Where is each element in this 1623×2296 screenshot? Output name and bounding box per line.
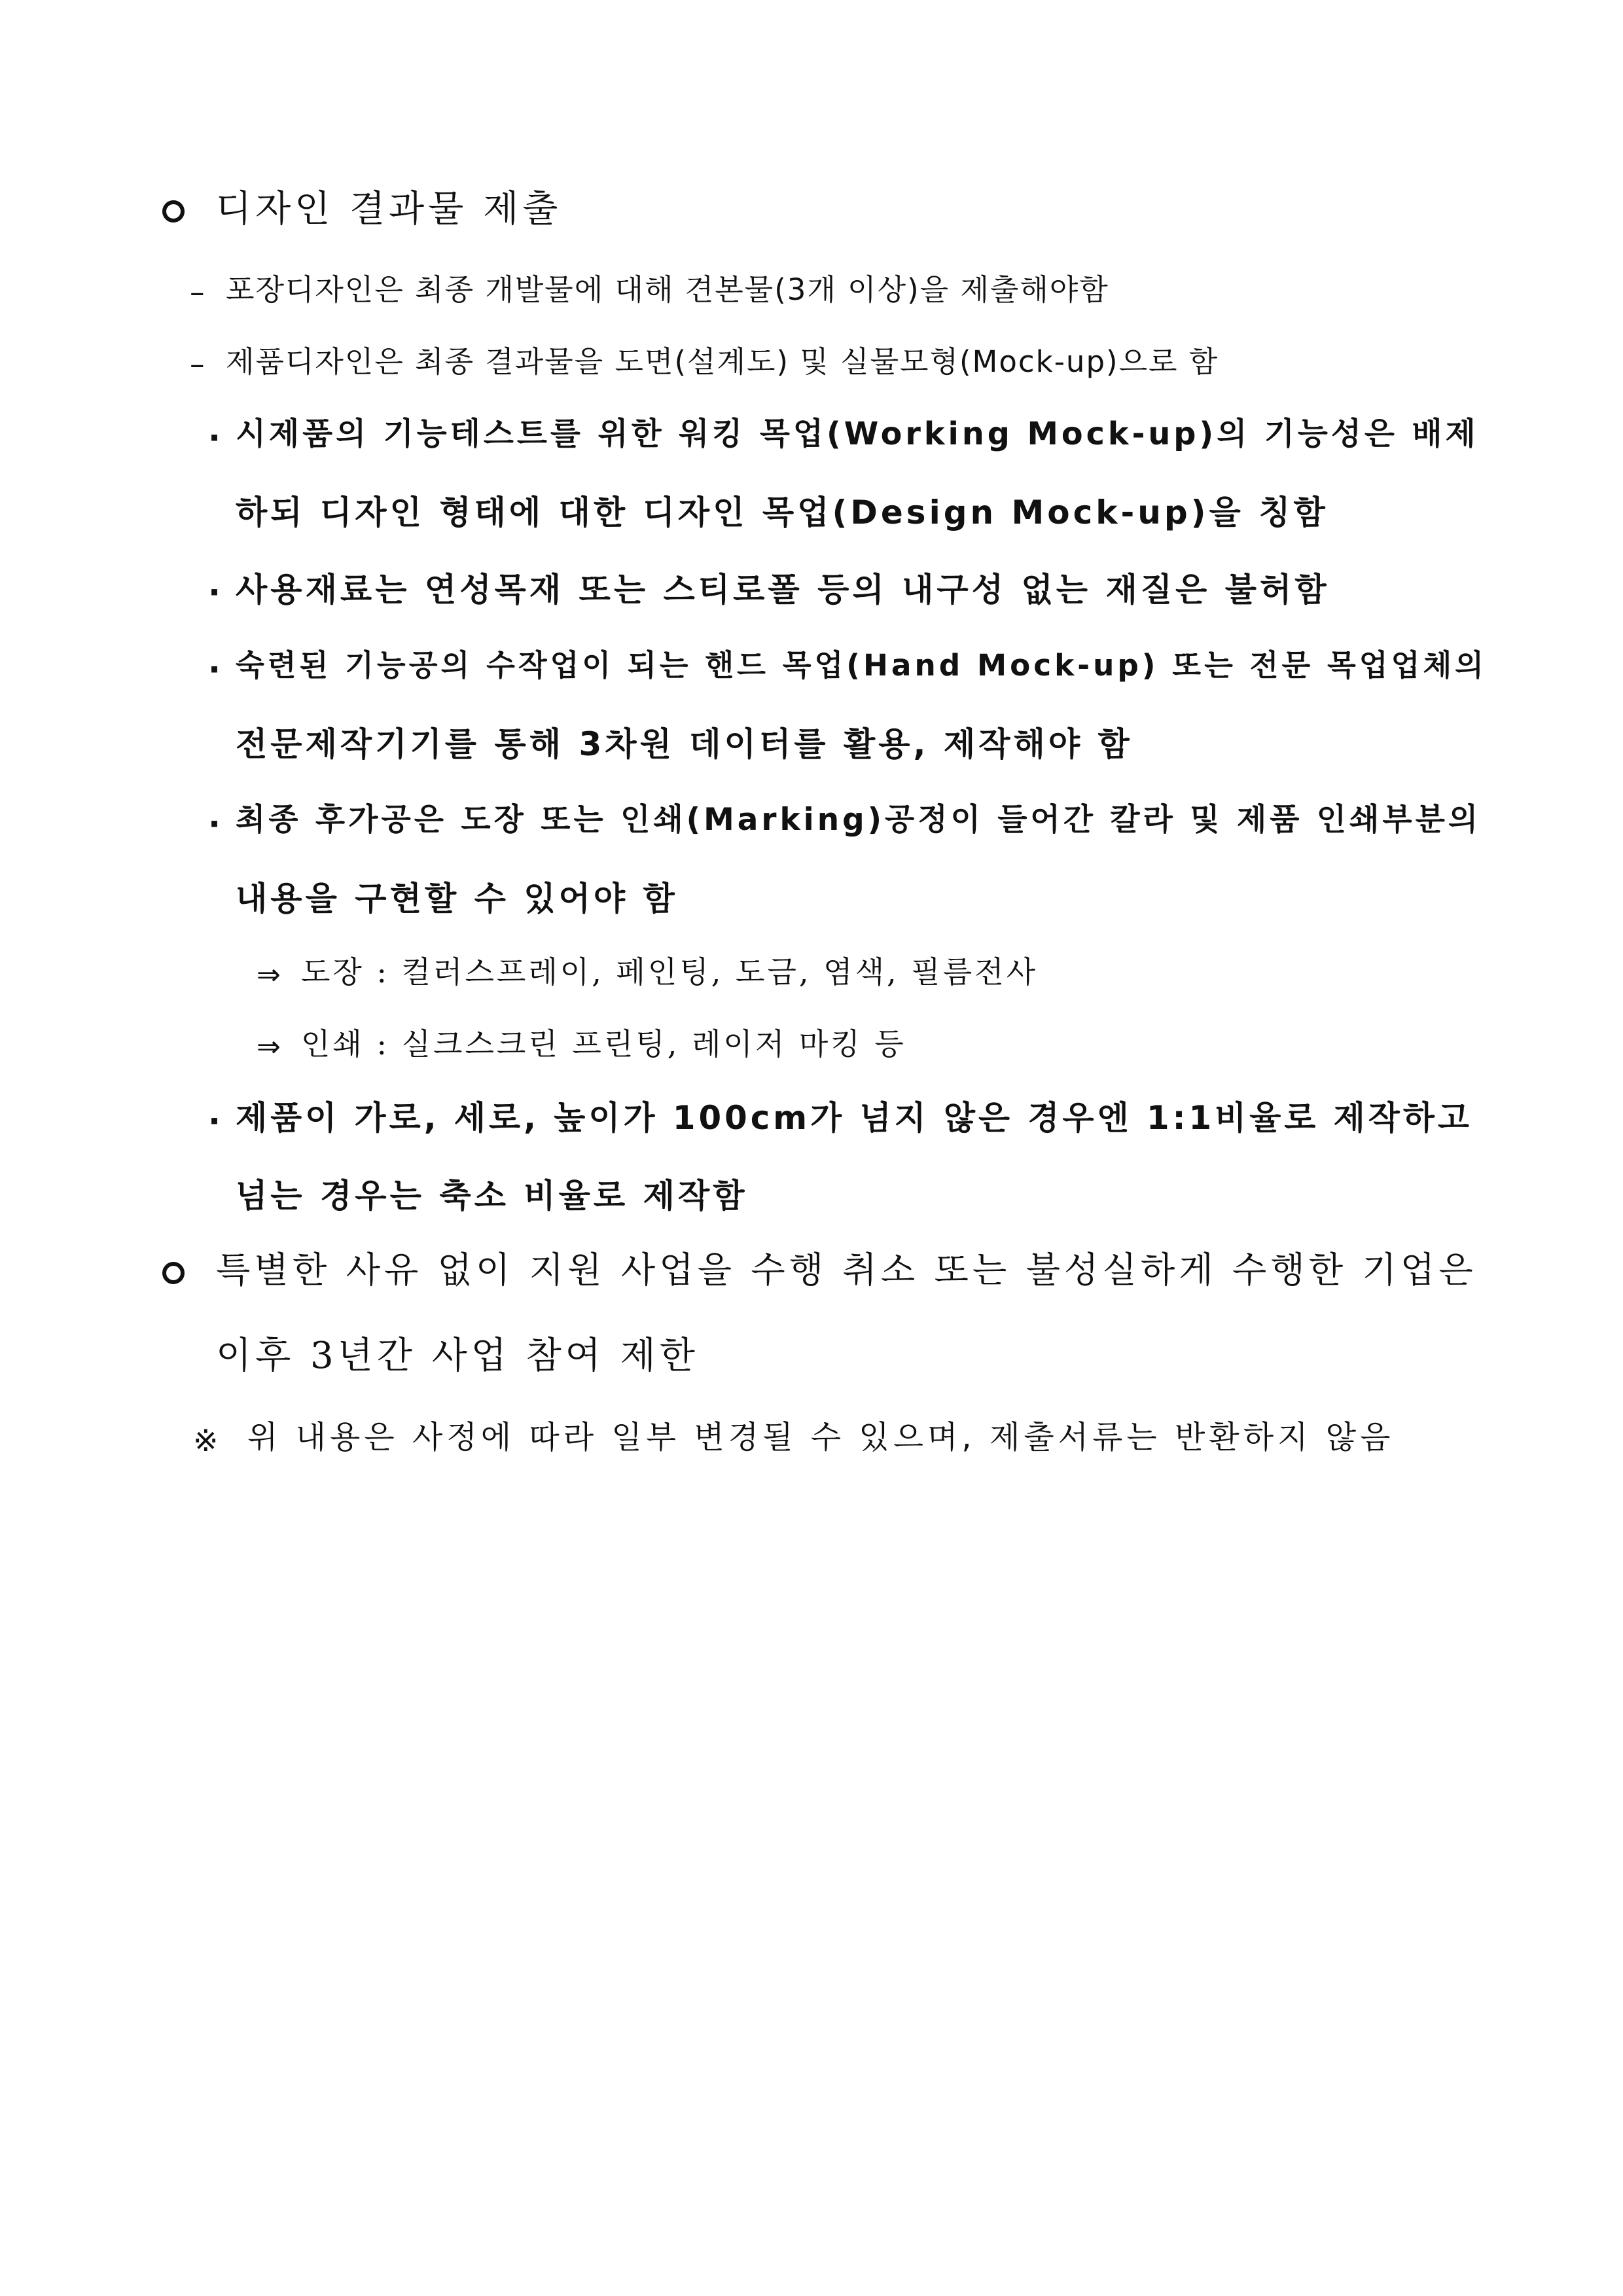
list-item-continued: 넘는 경우는 축소 비율로 제작함	[236, 1177, 748, 1215]
list-item: 포장디자인은 최종 개발물에 대해 견본물(3개 이상)을 제출해야함	[226, 272, 1109, 307]
list-item-continued: 내용을 구현할 수 있어야 함	[236, 880, 678, 918]
dot-bullet: ·	[208, 573, 221, 611]
circle-bullet-icon	[162, 200, 185, 223]
dot-bullet: ·	[208, 805, 221, 843]
list-item-continued: 하되 디자인 형태에 대한 디자인 목업(Design Mock-up)을 칭함	[236, 493, 1329, 531]
section-heading: 디자인 결과물 제출	[216, 188, 562, 230]
list-item-continued: 전문제작기기를 통해 3차원 데이터를 활용, 제작해야 함	[236, 725, 1133, 763]
dot-bullet: ·	[208, 419, 221, 457]
dash-bullet: –	[190, 347, 205, 382]
list-item: 제품이 가로, 세로, 높이가 100cm가 넘지 않은 경우엔 1:1비율로 제작하고	[236, 1099, 1472, 1137]
section-heading: 특별한 사유 없이 지원 사업을 수행 취소 또는 불성실하게 수행한 기업은	[216, 1249, 1477, 1291]
dash-bullet: –	[190, 275, 205, 310]
reference-mark-icon: ※	[193, 1423, 219, 1458]
dot-bullet: ·	[208, 651, 221, 689]
arrow-icon: ⇒	[257, 1030, 281, 1064]
finish-item-painting: 도장 : 컬러스프레이, 페인팅, 도금, 염색, 필름전사	[301, 954, 1039, 990]
dot-bullet: ·	[208, 1102, 221, 1140]
finish-item-printing: 인쇄 : 실크스크린 프린팅, 레이저 마킹 등	[301, 1026, 906, 1062]
list-item: 숙련된 기능공의 수작업이 되는 핸드 목업(Hand Mock-up) 또는 전문 목업업체의	[236, 648, 1487, 683]
list-item: 최종 후가공은 도장 또는 인쇄(Marking)공정이 들어간 칼라 및 제품 인쇄부분의	[236, 802, 1482, 838]
arrow-icon: ⇒	[257, 958, 281, 992]
list-item: 제품디자인은 최종 결과물을 도면(설계도) 및 실물모형(Mock-up)으로 함	[226, 344, 1219, 379]
circle-bullet-icon	[162, 1262, 185, 1284]
section-heading-continued: 이후 3년간 사업 참여 제한	[216, 1335, 699, 1377]
note-text: 위 내용은 사정에 따라 일부 변경될 수 있으며, 제출서류는 반환하지 않음	[247, 1419, 1395, 1456]
list-item: 사용재료는 연성목재 또는 스티로폴 등의 내구성 없는 재질은 불허함	[236, 571, 1330, 609]
list-item: 시제품의 기능테스트를 위한 워킹 목업(Working Mock-up)의 기능성은 배제	[236, 416, 1479, 452]
